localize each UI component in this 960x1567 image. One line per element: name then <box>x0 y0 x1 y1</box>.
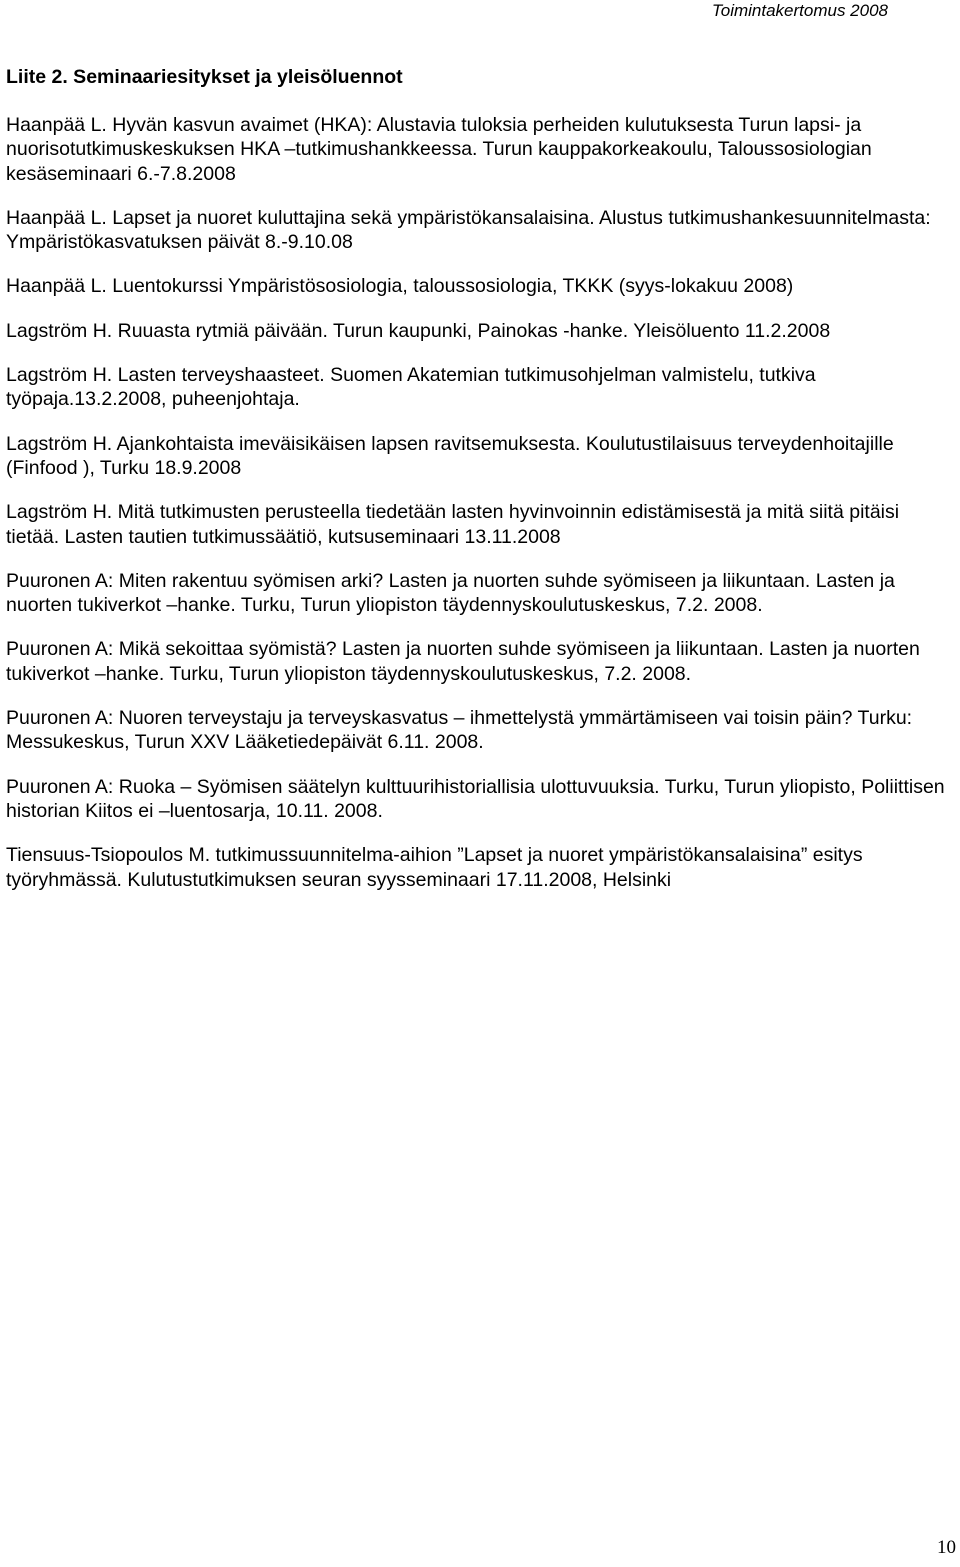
presentation-entry: Puuronen A: Miten rakentuu syömisen arki? Lasten ja nuorten suhde syömiseen ja liikuntaan. Lasten ja nuorten tukiverkot –hanke. Turku, Turun yliopiston täydennyskoulutuskeskus, 7.2. 2008. <box>6 569 895 617</box>
presentation-entry: Haanpää L. Hyvän kasvun avaimet (HKA): Alustavia tuloksia perheiden kulutuksesta Turun lapsi- ja nuorisotutkimuskeskuksen HKA –tutkimushankkeessa. Turun kauppakorkeakoulu, Taloussosiologian kesäseminaari 6.-7.8.2008 <box>6 114 872 185</box>
presentation-entry: Puuronen A: Ruoka – Syömisen säätelyn kulttuurihistoriallisia ulottuvuuksia. Turku, Turun yliopisto, Poliittisen historian Kiitos ei –luentosarja, 10.11. 2008. <box>6 775 945 822</box>
presentation-entry: Lagström H. Lasten terveyshaasteet. Suomen Akatemian tutkimusohjelman valmistelu, tutkiva työpaja.13.2.2008, puheenjohtaja. <box>6 364 816 411</box>
presentation-entry: Puuronen A: Nuoren terveystaju ja terveyskasvatus – ihmettelystä ymmärtämiseen vai toisin päin? Turku: Messukeskus, Turun XXV Lääketiedepäivät 6.11. 2008. <box>6 707 913 754</box>
document-body <box>6 64 954 912</box>
appendix-title: Liite 2. Seminaariesitykset ja yleisöluennot <box>6 66 403 88</box>
presentation-entry: Lagström H. Ruuasta rytmiä päivään. Turun kaupunki, Painokas -hanke. Yleisöluento 11.2.2008 <box>6 319 831 342</box>
presentation-entry: Lagström H. Mitä tutkimusten perusteella tiedetään lasten hyvinvoinnin edistämisestä ja mitä siitä pitäisi tietää. Lasten tautien tutkimussäätiö, kutsuseminaari 13.11.2008 <box>6 501 900 548</box>
presentation-entry: Haanpää L. Lapset ja nuoret kuluttajina sekä ympäristökansalaisina. Alustus tutkimushankesuunnitelmasta: Ympäristökasvatuksen päivät 8.-9.10.08 <box>6 206 931 254</box>
running-header: Toimintakertomus 2008 <box>711 1 888 20</box>
page-number: 10 <box>937 1537 956 1558</box>
presentation-entry: Lagström H. Ajankohtaista imeväisikäisen lapsen ravitsemuksesta. Koulutustilaisuus terveydenhoitajille (Finfood ), Turku 18.9.2008 <box>6 432 894 479</box>
presentation-entry: Puuronen A: Mikä sekoittaa syömistä? Lasten ja nuorten suhde syömiseen ja liikuntaan. Lasten ja nuorten tukiverkot –hanke. Turku, Turun yliopiston täydennyskoulutuskeskus, 7.2. 2008. <box>6 638 920 685</box>
presentation-entry: Tiensuus-Tsiopoulos M. tutkimussuunnitelma-aihion ”Lapset ja nuoret ympäristökansalaisina” esitys työryhmässä. Kulutustutkimuksen seuran syysseminaari 17.11.2008, Helsinki <box>6 844 863 891</box>
presentation-entry: Haanpää L. Luentokurssi Ympäristösosiologia, taloussosiologia, TKKK (syys-lokakuu 2008) <box>6 275 794 298</box>
